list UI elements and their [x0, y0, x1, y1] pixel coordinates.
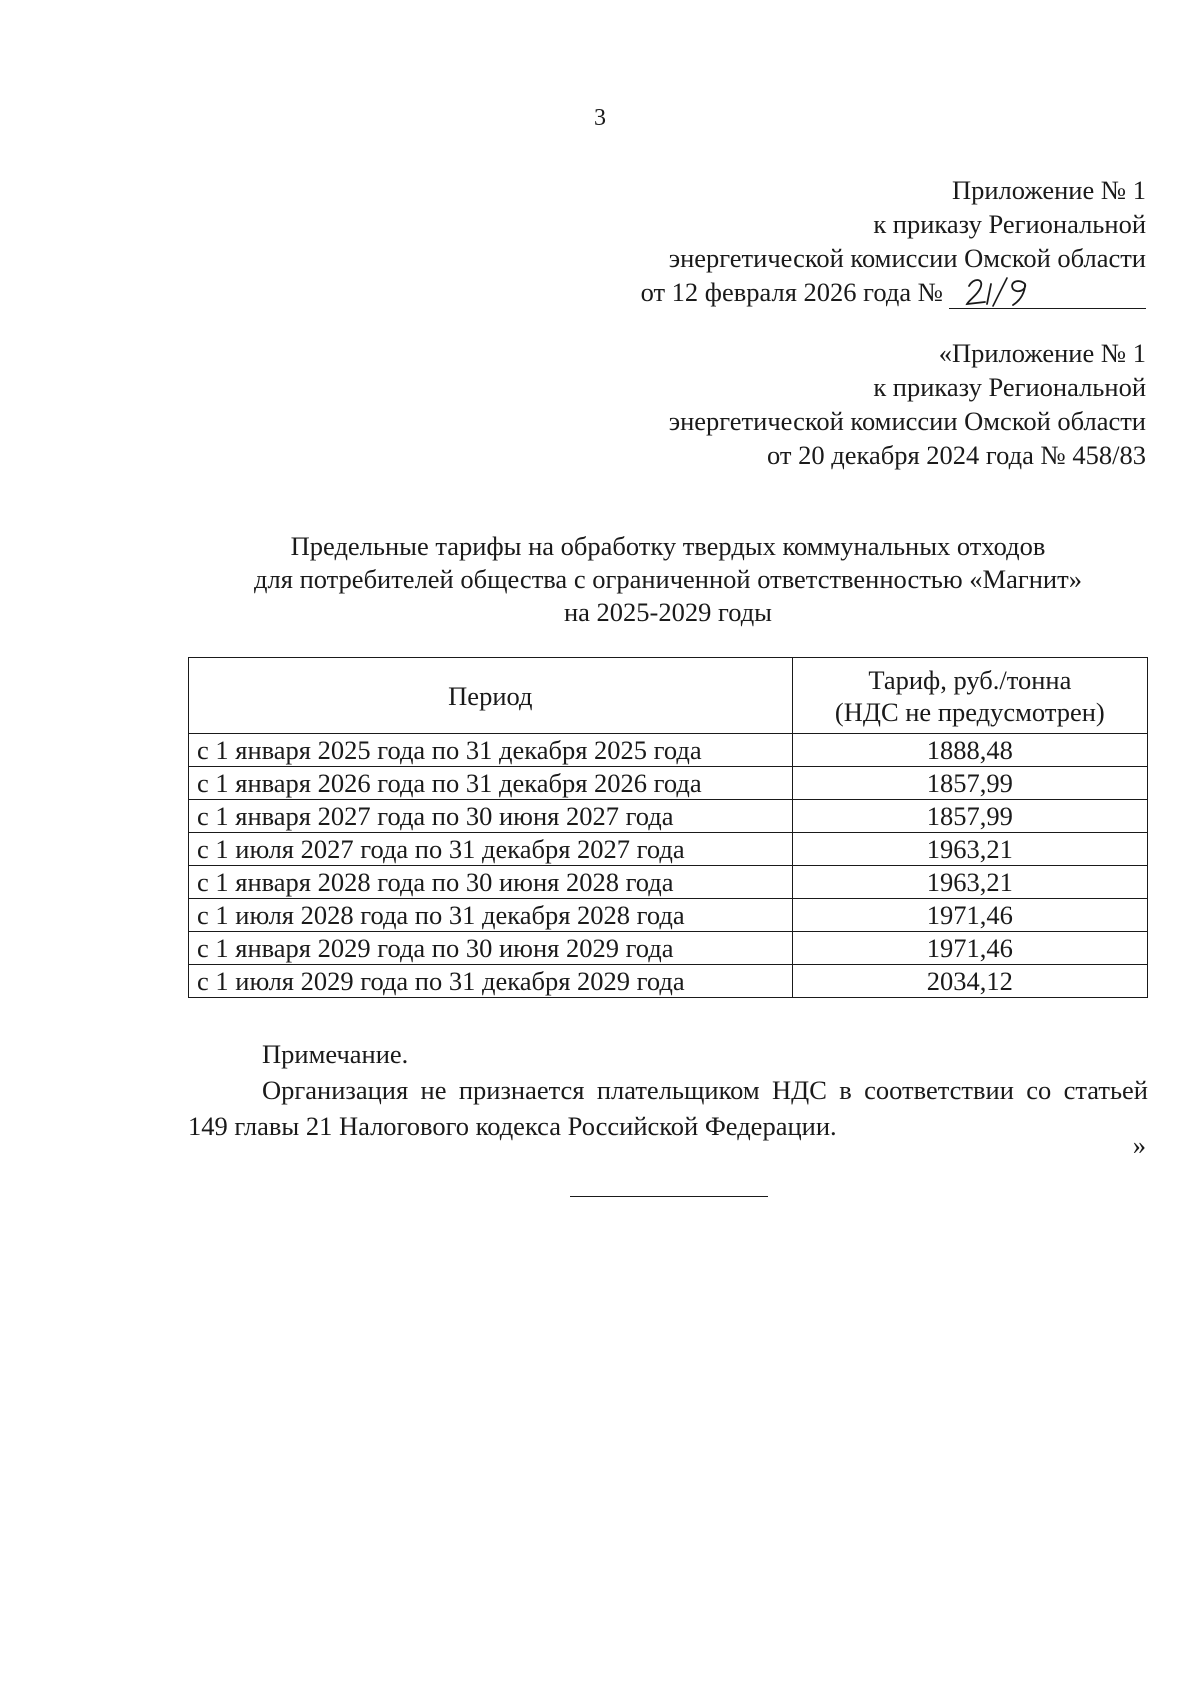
annex-title: Приложение № 1 — [951, 175, 1146, 205]
tariff-cell: 1963,21 — [792, 866, 1147, 899]
period-cell: с 1 июля 2028 года по 31 декабря 2028 года — [189, 899, 793, 932]
tariff-table-header-row — [189, 658, 1148, 734]
table-row — [189, 965, 1148, 998]
header-tariff — [792, 658, 1147, 734]
document-title-line-2: для потребителей общества с ограниченной ответственностью «Магнит» — [254, 564, 1082, 594]
annex-header — [641, 173, 1146, 309]
tariff-cell: 1971,46 — [792, 899, 1147, 932]
note-body: Организация не признается плательщиком НДС в соответствии со статьей 149 главы 21 Налогового кодекса Российской Федерации. — [188, 1075, 1148, 1141]
tariff-cell: 1971,46 — [792, 932, 1147, 965]
period-cell: с 1 января 2029 года по 30 июня 2029 года — [189, 932, 793, 965]
table-row — [189, 866, 1148, 899]
table-row — [189, 833, 1148, 866]
period-cell: с 1 января 2026 года по 31 декабря 2026 года — [189, 767, 793, 800]
annex-order-date-text: от 12 февраля 2026 года № — [640, 277, 943, 307]
document-title — [188, 530, 1148, 629]
handwritten-order-number — [949, 278, 1146, 309]
note-heading: Примечание. — [262, 1039, 409, 1069]
tariff-cell: 1888,48 — [792, 734, 1147, 767]
header-tariff-line-1: Тариф, руб./тонна — [868, 664, 1072, 695]
table-row — [189, 800, 1148, 833]
period-cell: с 1 июля 2029 года по 31 декабря 2029 года — [189, 965, 793, 998]
period-cell: с 1 января 2027 года по 30 июня 2027 года — [189, 800, 793, 833]
tariff-table — [188, 657, 1148, 998]
closing-quote: » — [1132, 1130, 1146, 1160]
annex-order-date — [641, 275, 1146, 309]
period-cell: с 1 июля 2027 года по 31 декабря 2027 года — [189, 833, 793, 866]
annex-quoted-title: «Приложение № 1 — [938, 338, 1146, 368]
table-row — [189, 767, 1148, 800]
annex-order-ref: к приказу Региональной — [873, 209, 1146, 239]
end-divider — [570, 1196, 768, 1197]
tariff-cell: 2034,12 — [792, 965, 1147, 998]
document-title-line-1: Предельные тарифы на обработку твердых коммунальных отходов — [290, 531, 1046, 561]
tariff-cell: 1963,21 — [792, 833, 1147, 866]
annex-quoted-order-date: от 20 декабря 2024 года № 458/83 — [767, 440, 1146, 470]
annex-quoted-authority: энергетической комиссии Омской области — [668, 406, 1146, 436]
header-period: Период — [189, 658, 793, 734]
annex-quoted-order-ref: к приказу Региональной — [873, 372, 1146, 402]
page-number: 3 — [594, 105, 606, 131]
period-cell: с 1 января 2028 года по 30 июня 2028 года — [189, 866, 793, 899]
handwritten-signature-mark — [963, 274, 1043, 308]
period-cell: с 1 января 2025 года по 31 декабря 2025 года — [189, 734, 793, 767]
annex-quoted-header — [669, 336, 1146, 472]
table-row — [189, 734, 1148, 767]
table-row — [189, 899, 1148, 932]
header-tariff-line-2: (НДС не предусмотрен) — [834, 696, 1105, 727]
document-title-line-3: на 2025-2029 годы — [563, 597, 772, 627]
tariff-cell: 1857,99 — [792, 800, 1147, 833]
tariff-cell: 1857,99 — [792, 767, 1147, 800]
annex-authority: энергетической комиссии Омской области — [668, 243, 1146, 273]
table-row — [189, 932, 1148, 965]
